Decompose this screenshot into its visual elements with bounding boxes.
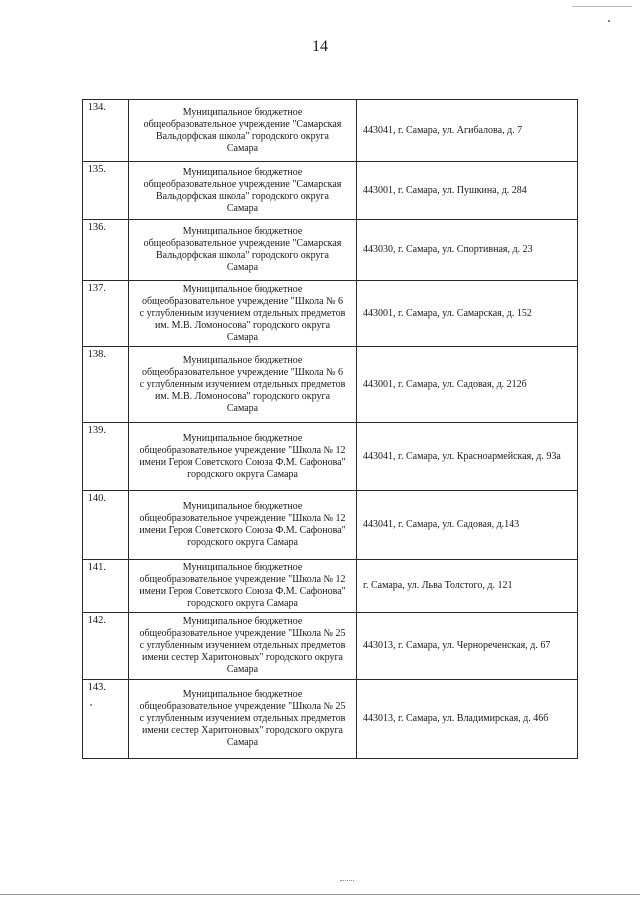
table-row: [83, 423, 578, 491]
row-number: 139.: [83, 423, 129, 491]
scan-artifact-dots: [340, 880, 354, 881]
institution-name: Муниципальное бюджетное общеобразовательное учреждение "Школа № 12 имени Героя Советского Союза Ф.М. Сафонова" городского округа Самара: [129, 560, 357, 613]
institution-address: 443013, г. Самара, ул. Чернореченская, д. 67: [357, 613, 578, 680]
institution-name: Муниципальное бюджетное общеобразовательное учреждение "Самарская Вальдорфская школа" городского округа Самара: [129, 162, 357, 220]
institution-address: 443001, г. Самара, ул. Самарская, д. 152: [357, 281, 578, 347]
table-row: [83, 100, 578, 162]
institution-name: Муниципальное бюджетное общеобразовательное учреждение "Школа № 12 имени Героя Советского Союза Ф.М. Сафонова" городского округа Самара: [129, 423, 357, 491]
table-row: [83, 491, 578, 560]
row-number: 137.: [83, 281, 129, 347]
row-number: 140.: [83, 491, 129, 560]
institution-address: 443041, г. Самара, ул. Агибалова, д. 7: [357, 100, 578, 162]
row-number: 141.: [83, 560, 129, 613]
institution-address: 443041, г. Самара, ул. Садовая, д.143: [357, 491, 578, 560]
institution-name: Муниципальное бюджетное общеобразовательное учреждение "Школа № 25 с углубленным изучением отдельных предметов имени сестер Харитоновых" городского округа Самара: [129, 680, 357, 759]
institution-address: 443013, г. Самара, ул. Владимирская, д. 46б: [357, 680, 578, 759]
institution-name: Муниципальное бюджетное общеобразовательное учреждение "Школа № 12 имени Героя Советского Союза Ф.М. Сафонова" городского округа Самара: [129, 491, 357, 560]
table-row: [83, 162, 578, 220]
table-row: [83, 560, 578, 613]
table-row: [83, 281, 578, 347]
institution-name: Муниципальное бюджетное общеобразовательное учреждение "Школа № 6 с углубленным изучением отдельных предметов им. М.В. Ломоносова" городского округа Самара: [129, 281, 357, 347]
scan-speck: [608, 20, 610, 22]
institution-name: Муниципальное бюджетное общеобразовательное учреждение "Самарская Вальдорфская школа" городского округа Самара: [129, 100, 357, 162]
table-row: [83, 680, 578, 759]
institutions-table: [82, 99, 578, 759]
row-number: 136.: [83, 220, 129, 281]
institution-address: 443001, г. Самара, ул. Садовая, д. 212б: [357, 347, 578, 423]
row-number: 138.: [83, 347, 129, 423]
institution-address: г. Самара, ул. Льва Толстого, д. 121: [357, 560, 578, 613]
row-number: 135.: [83, 162, 129, 220]
page-number: 14: [312, 38, 328, 55]
row-number: 134.: [83, 100, 129, 162]
table-row: [83, 613, 578, 680]
scan-artifact-line: [572, 6, 632, 7]
row-number: 143.: [83, 680, 129, 759]
institution-name: Муниципальное бюджетное общеобразовательное учреждение "Школа № 25 с углубленным изучением отдельных предметов имени сестер Харитоновых" городского округа Самара: [129, 613, 357, 680]
scan-speck: [90, 704, 92, 706]
institution-name: Муниципальное бюджетное общеобразовательное учреждение "Самарская Вальдорфская школа" городского округа Самара: [129, 220, 357, 281]
institution-name: Муниципальное бюджетное общеобразовательное учреждение "Школа № 6 с углубленным изучением отдельных предметов им. М.В. Ломоносова" городского округа Самара: [129, 347, 357, 423]
institution-address: 443030, г. Самара, ул. Спортивная, д. 23: [357, 220, 578, 281]
institution-address: 443001, г. Самара, ул. Пушкина, д. 284: [357, 162, 578, 220]
table-row: [83, 220, 578, 281]
table-row: [83, 347, 578, 423]
institution-address: 443041, г. Самара, ул. Красноармейская, д. 93а: [357, 423, 578, 491]
page-edge-line: [0, 894, 640, 895]
row-number: 142.: [83, 613, 129, 680]
